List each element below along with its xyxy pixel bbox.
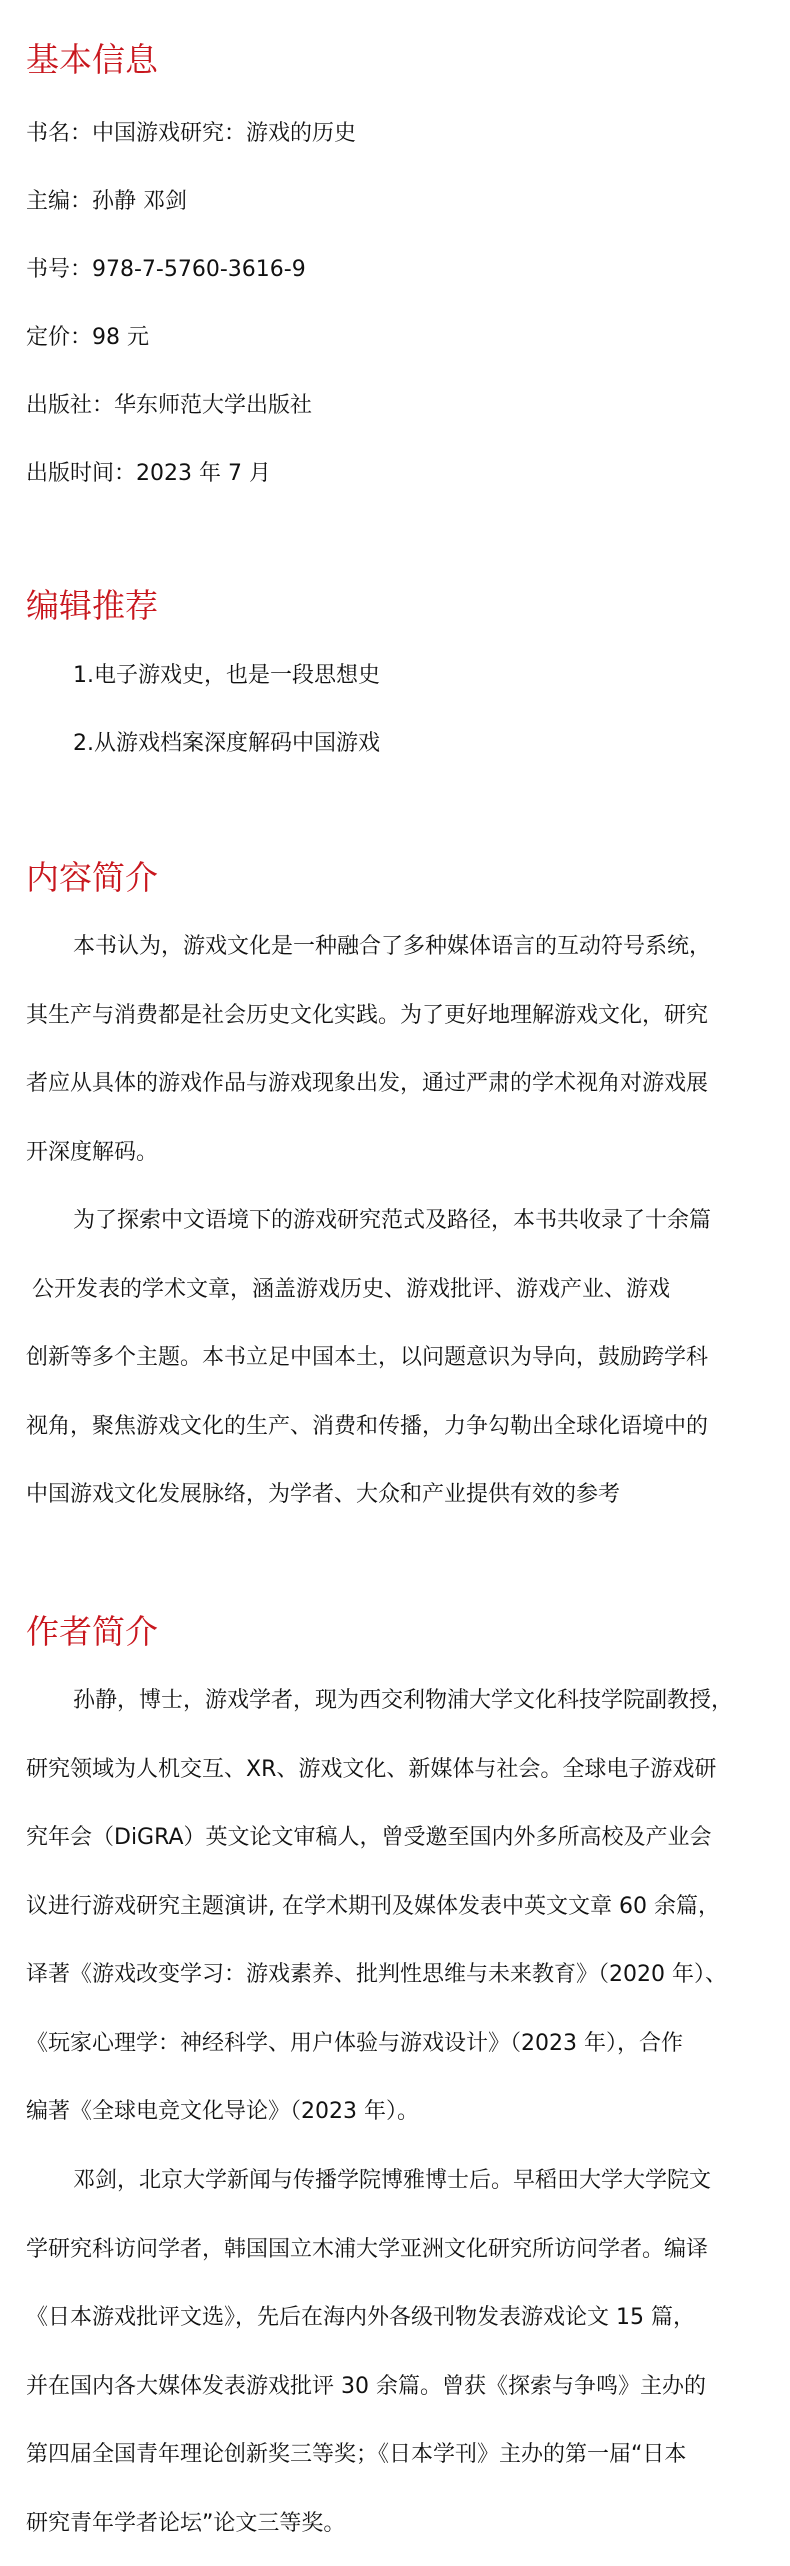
- text-line: 第四届全国青年理论创新奖三等奖；《日本学刊》主办的第一届“日本: [26, 2442, 687, 2467]
- text-line: 译著《游戏改变学习：游戏素养、批判性思维与未来教育》（2020 年）、: [26, 1962, 727, 1987]
- text-line: 孙静，博士，游戏学者，现为西交利物浦大学文化科技学院副教授，: [73, 1688, 734, 1713]
- intro-paragraph-1: [26, 913, 766, 1187]
- text-line: 中国游戏文化发展脉络，为学者、大众和产业提供有效的参考: [26, 1482, 621, 1507]
- recommend-item: 1.电子游戏史，也是一段思想史: [73, 663, 380, 688]
- text-line: 公开发表的学术文章，涵盖游戏历史、游戏批评、游戏产业、游戏: [32, 1276, 671, 1302]
- author-heading: 作者简介: [26, 1612, 158, 1651]
- intro-heading: 内容简介: [26, 858, 158, 897]
- author-paragraph-sun: [26, 1667, 766, 2147]
- recommend-list: [26, 659, 380, 761]
- publish-date-row: 出版时间：2023 年 7 月: [26, 461, 271, 486]
- publisher-row: 出版社：华东师范大学出版社: [26, 393, 313, 418]
- text-line: 编著《全球电竞文化导论》（2023 年）。: [26, 2099, 419, 2124]
- basic-info-heading: 基本信息: [26, 40, 158, 79]
- intro-paragraph-2: [26, 1187, 766, 1530]
- text-line: 议进行游戏研究主题演讲, 在学术期刊及媒体发表中英文文章 60 余篇，: [26, 1893, 720, 1919]
- text-line: 开深度解码。: [26, 1139, 159, 1165]
- text-line: 邓剑，北京大学新闻与传播学院博雅博士后。早稻田大学大学院文: [73, 2168, 712, 2193]
- editor-row: 主编：孙静 邓剑: [26, 189, 187, 214]
- text-line: 其生产与消费都是社会历史文化实践。为了更好地理解游戏文化，研究: [26, 1002, 709, 1028]
- text-line: 学研究科访问学者，韩国国立木浦大学亚洲文化研究所访问学者。编译: [26, 2236, 709, 2262]
- author-paragraph-deng: [26, 2147, 766, 2558]
- recommend-heading: 编辑推荐: [26, 586, 158, 625]
- isbn-row: 书号：978-7-5760-3616-9: [26, 257, 306, 282]
- recommend-item: 2.从游戏档案深度解码中国游戏: [73, 731, 380, 756]
- text-line: 本书认为，游戏文化是一种融合了多种媒体语言的互动符号系统，: [73, 934, 712, 959]
- text-line: 研究领域为人机交互、XR、游戏文化、新媒体与社会。全球电子游戏研: [26, 1756, 717, 1782]
- text-line: 并在国内各大媒体发表游戏批评 30 余篇。曾获《探索与争鸣》主办的: [26, 2373, 706, 2399]
- text-line: 研究青年学者论坛”论文三等奖。: [26, 2510, 346, 2536]
- text-line: 视角，聚焦游戏文化的生产、消费和传播，力争勾勒出全球化语境中的: [26, 1413, 709, 1439]
- basic-info-list: [26, 117, 356, 491]
- price-row: 定价：98 元: [26, 325, 149, 350]
- text-line: 《日本游戏批评文选》，先后在海内外各级刊物发表游戏论文 15 篇，: [26, 2305, 695, 2330]
- book-title-row: 书名：中国游戏研究：游戏的历史: [26, 121, 357, 146]
- text-line: 究年会（DiGRA）英文论文审稿人，曾受邀至国内外多所高校及产业会: [26, 1825, 712, 1850]
- text-line: 为了探索中文语境下的游戏研究范式及路径，本书共收录了十余篇: [73, 1208, 712, 1233]
- text-line: 《玩家心理学：神经科学、用户体验与游戏设计》（2023 年），合作: [26, 2030, 683, 2056]
- text-line: 创新等多个主题。本书立足中国本土，以问题意识为导向，鼓励跨学科: [26, 1345, 709, 1370]
- text-line: 者应从具体的游戏作品与游戏现象出发，通过严肃的学术视角对游戏展: [26, 1071, 709, 1096]
